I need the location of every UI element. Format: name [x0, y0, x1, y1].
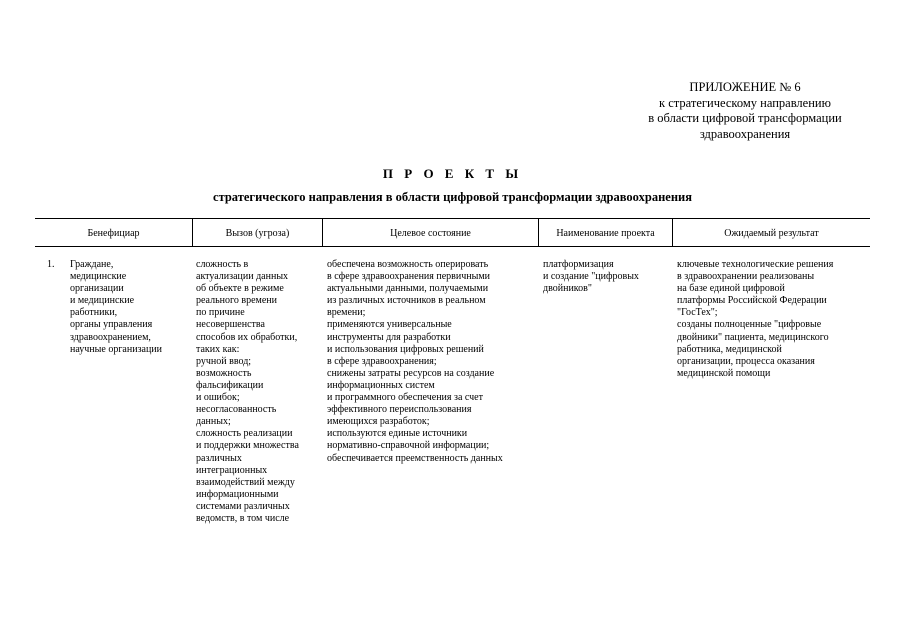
document-subtitle: стратегического направления в области цифровой трансформации здравоохранения — [213, 190, 692, 204]
cell-line: созданы полноценные "цифровые — [677, 319, 822, 331]
cell-line: нормативно-справочной информации; — [327, 440, 490, 452]
cell-expected-result — [677, 259, 833, 380]
cell-line: применяются универсальные — [327, 319, 452, 331]
cell-line: об объекте в режиме — [196, 283, 284, 295]
cell-line: работника, медицинской — [677, 343, 782, 355]
cell-line: на базе единой цифровой — [677, 283, 785, 295]
appendix-line: ПРИЛОЖЕНИЕ № 6 — [689, 80, 801, 94]
cell-line: из различных источников в реальном — [327, 295, 486, 307]
cell-line: медицинские — [70, 271, 127, 283]
cell-line: интеграционных — [196, 464, 268, 476]
cell-line: медицинской помощи — [677, 367, 771, 379]
cell-line: имеющихся разработок; — [327, 416, 430, 428]
cell-line: таких как: — [196, 343, 240, 355]
cell-line: ключевые технологические решения — [677, 259, 834, 270]
cell-line: информационными — [196, 488, 279, 500]
cell-line: системами различных — [196, 500, 290, 512]
cell-line: реального времени — [196, 295, 277, 307]
cell-line: эффективного переиспользования — [327, 404, 472, 416]
appendix-line: в области цифровой трансформации — [648, 111, 842, 125]
cell-line: в сфере здравоохранения первичными — [327, 271, 491, 283]
cell-project-name — [543, 259, 639, 295]
cell-line: и медицинские — [70, 295, 135, 307]
cell-line: несовершенства — [196, 319, 265, 331]
cell-line: и поддержки множества — [196, 440, 299, 452]
cell-line: снижены затраты ресурсов на создание — [327, 367, 495, 379]
header-beneficiary: Бенефициар — [87, 228, 140, 239]
cell-line: работники, — [70, 307, 118, 319]
cell-line: различных — [196, 452, 242, 464]
cell-line: способов их обработки, — [196, 331, 298, 343]
cell-target-state — [327, 259, 503, 465]
header-target-state: Целевое состояние — [390, 228, 471, 239]
table-header-top-rule — [35, 218, 870, 219]
table-header-bottom-rule — [35, 246, 870, 247]
cell-line: актуализации данных — [196, 271, 289, 283]
cell-line: двойников" — [543, 283, 592, 295]
cell-line: актуальными данными, получаемыми — [327, 283, 489, 295]
cell-line: взаимодействий между — [196, 476, 295, 488]
appendix-line: к стратегическому направлению — [659, 95, 831, 110]
cell-line: "ГосТех"; — [677, 307, 718, 319]
document-title: П Р О Е К Т Ы — [382, 166, 523, 181]
cell-line: и ошибок; — [196, 392, 240, 404]
cell-line: в здравоохранении реализованы — [677, 271, 815, 283]
cell-line: платформы Российской Федерации — [677, 295, 827, 307]
cell-line: и создание "цифровых — [543, 271, 639, 283]
cell-line: возможность — [196, 367, 252, 379]
cell-line: времени; — [327, 307, 366, 319]
cell-line: инструменты для разработки — [327, 331, 451, 343]
cell-line: организации, процесса оказания — [677, 355, 815, 367]
cell-line: ведомств, в том числе — [196, 512, 290, 524]
cell-line: данных; — [196, 416, 231, 428]
cell-line: и программного обеспечения за счет — [327, 392, 483, 404]
cell-line: в сфере здравоохранения; — [327, 355, 437, 367]
header-project-name: Наименование проекта — [556, 228, 655, 239]
cell-line: фальсификации — [196, 379, 264, 391]
cell-line: двойники" пациента, медицинского — [677, 331, 829, 343]
cell-line: платформизация — [543, 259, 614, 270]
cell-line: Граждане, — [70, 259, 114, 270]
cell-line: здравоохранением, — [70, 331, 151, 343]
cell-line: обеспечена возможность оперировать — [327, 259, 489, 270]
cell-line: организации — [70, 283, 124, 295]
cell-line: и использования цифровых решений — [327, 343, 484, 355]
cell-line: несогласованность — [196, 404, 277, 416]
cell-line: информационных систем — [327, 379, 435, 391]
appendix-line: здравоохранения — [699, 126, 791, 141]
cell-line: обеспечивается преемственность данных — [327, 452, 503, 464]
appendix-block — [560, 80, 905, 142]
cell-line: органы управления — [70, 319, 153, 331]
cell-line: научные организации — [70, 343, 163, 355]
cell-line: сложность реализации — [196, 428, 293, 440]
cell-beneficiary — [70, 259, 162, 356]
cell-line: по причине — [196, 307, 245, 319]
header-expected-result: Ожидаемый результат — [724, 228, 819, 239]
header-challenge: Вызов (угроза) — [225, 228, 290, 239]
cell-line: ручной ввод; — [196, 355, 252, 367]
cell-challenge — [196, 259, 299, 525]
cell-line: сложность в — [196, 259, 249, 270]
cell-line: используются единые источники — [327, 428, 468, 440]
row-number: 1. — [47, 259, 55, 270]
